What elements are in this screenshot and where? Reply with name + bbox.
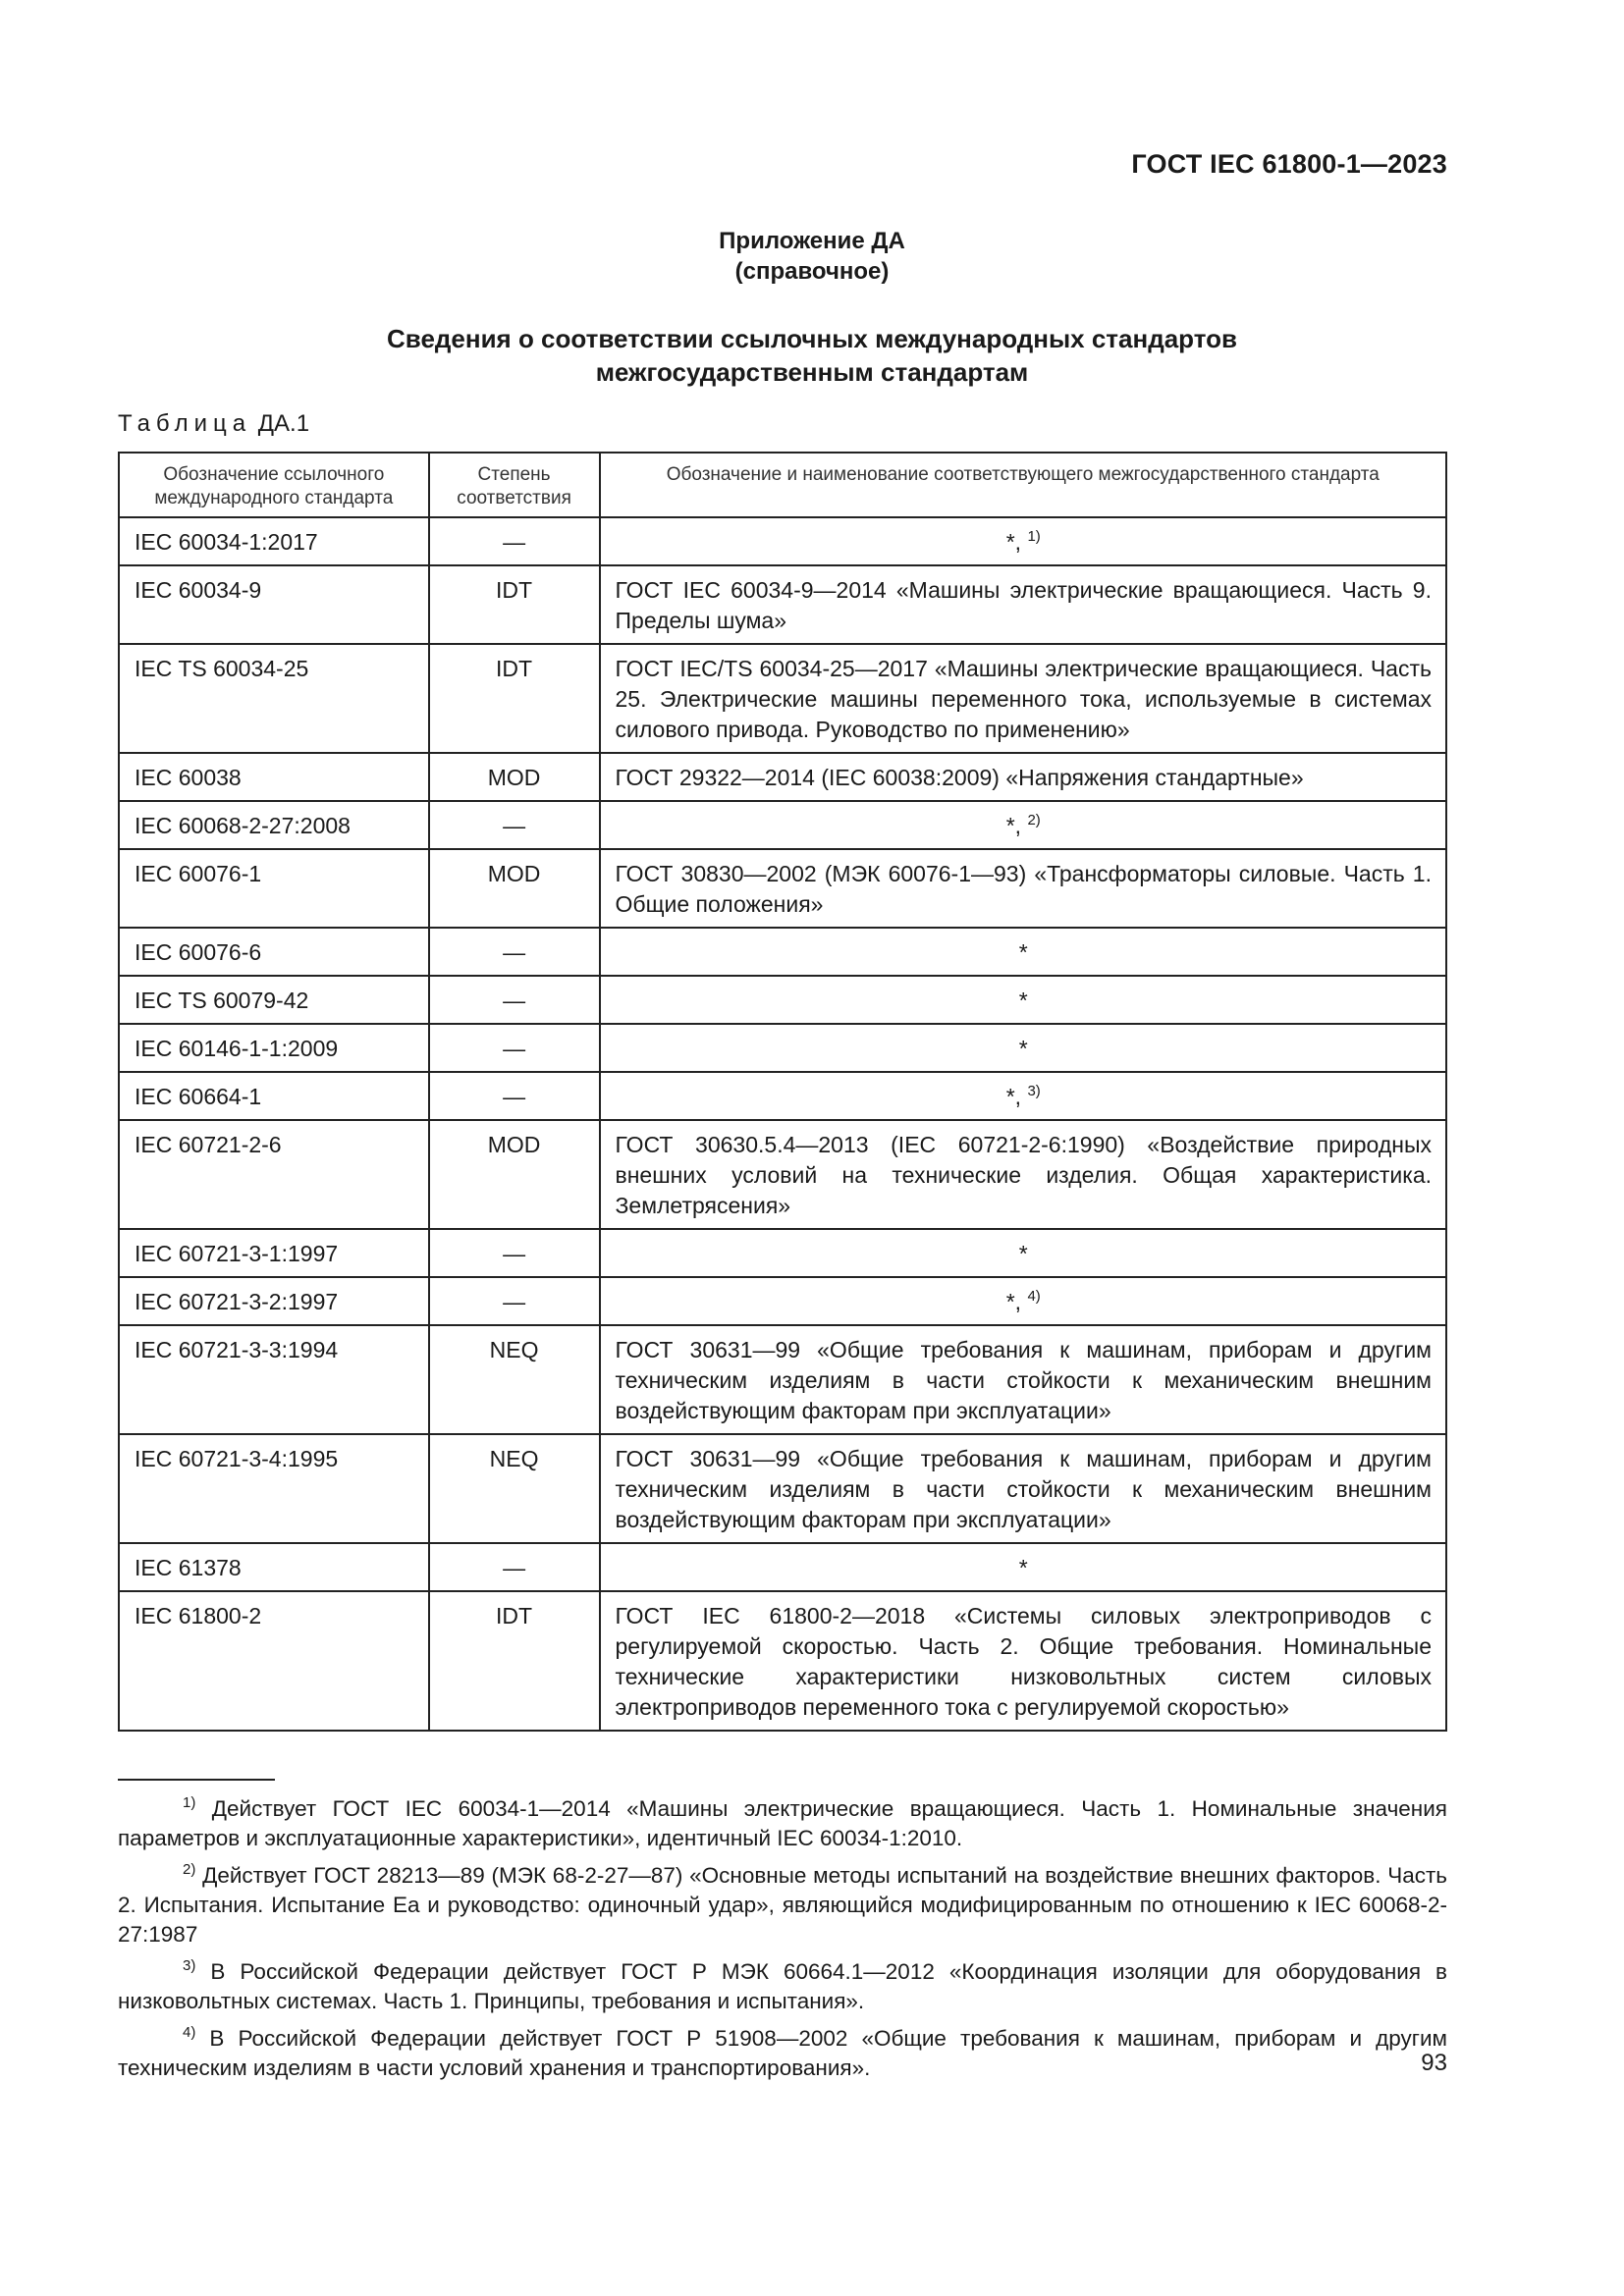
footnote-text: Действует ГОСТ 28213—89 (МЭК 68-2-27—87) «Основные методы испытаний на воздействие внешних факторов. Часть 2. Испытания. Испытание Еа и руководство: одиночный удар», являющийся модифицированным по отношению к IEC 60068-2-27:1987 [118, 1863, 1447, 1947]
interstate-standard-text: ГОСТ 30630.5.4—2013 (IEC 60721-2-6:1990) «Воздействие природных внешних условий на технические изделия. Общая характеристика. Землетрясения» [615, 1132, 1432, 1218]
interstate-standard-cell [600, 1591, 1446, 1731]
interstate-standard-cell [600, 801, 1446, 849]
degree-cell: — [429, 976, 600, 1024]
table-row [119, 928, 1446, 976]
reference-standard-cell: IEC 60721-3-2:1997 [119, 1277, 429, 1325]
degree-cell: NEQ [429, 1325, 600, 1434]
interstate-standard-text: ГОСТ 30830—2002 (МЭК 60076-1—93) «Трансформаторы силовые. Часть 1. Общие положения» [615, 861, 1432, 917]
annex-title: Приложение ДА [719, 228, 905, 254]
degree-cell: IDT [429, 644, 600, 753]
interstate-standard-text: * [1018, 1555, 1028, 1580]
reference-standard-cell: IEC 60146-1-1:2009 [119, 1024, 429, 1072]
degree-cell: — [429, 928, 600, 976]
degree-cell: IDT [429, 565, 600, 644]
interstate-standard-cell [600, 1277, 1446, 1325]
footnote-text: Действует ГОСТ IEC 60034-1—2014 «Машины электрические вращающиеся. Часть 1. Номинальные значения параметров и эксплуатационные характеристики», идентичный IEC 60034-1:2010. [118, 1796, 1447, 1850]
footnote [118, 1861, 1447, 1949]
footnote-mark: 4) [183, 2024, 196, 2041]
table-row [119, 1072, 1446, 1120]
footnotes [118, 1794, 1447, 2091]
footnote [118, 1794, 1447, 1853]
reference-standard-cell: IEC 60038 [119, 753, 429, 801]
interstate-standard-text: *, [1005, 813, 1022, 838]
reference-standard-cell: IEC 60076-6 [119, 928, 429, 976]
table-row [119, 644, 1446, 753]
table-row [119, 849, 1446, 928]
table-row [119, 565, 1446, 644]
interstate-standard-cell [600, 1024, 1446, 1072]
interstate-standard-text: ГОСТ 29322—2014 (IEC 60038:2009) «Напряжения стандартные» [615, 765, 1304, 790]
degree-cell: MOD [429, 849, 600, 928]
footnote-separator [118, 1779, 275, 1781]
footnote-text: В Российской Федерации действует ГОСТ Р МЭК 60664.1—2012 «Координация изоляции для оборудования в низковольтных системах. Часть 1. Принципы, требования и испытания». [118, 1959, 1447, 2013]
reference-standard-cell: IEC 60034-9 [119, 565, 429, 644]
table-caption [118, 410, 309, 438]
table-row [119, 1277, 1446, 1325]
annex-status: (справочное) [734, 258, 890, 285]
reference-standard-cell: IEC 60664-1 [119, 1072, 429, 1120]
reference-standards-table [118, 452, 1447, 1732]
interstate-standard-cell [600, 928, 1446, 976]
interstate-standard-text: * [1018, 939, 1028, 965]
reference-standard-cell: IEC 60068-2-27:2008 [119, 801, 429, 849]
interstate-standard-text: ГОСТ IEC 60034-9—2014 «Машины электрические вращающиеся. Часть 9. Пределы шума» [615, 577, 1432, 633]
degree-cell: MOD [429, 753, 600, 801]
interstate-standard-text: * [1018, 1241, 1028, 1266]
column-header-reference-standard: Обозначение ссылочного международного стандарта [119, 453, 429, 517]
footnote-text: В Российской Федерации действует ГОСТ Р 51908—2002 «Общие требования к машинам, приборам и другим техническим изделиям в части условий хранения и транспортирования». [118, 2026, 1447, 2080]
interstate-standard-text: ГОСТ IEC 61800-2—2018 «Системы силовых электроприводов с регулируемой скоростью. Часть 2. Общие требования. Номинальные технические характеристики низковольтных систем силовых электроприводов переменного тока с регулируемой скоростью» [615, 1603, 1432, 1720]
degree-cell: NEQ [429, 1434, 600, 1543]
interstate-standard-text: * [1018, 1036, 1028, 1061]
reference-standard-cell: IEC 61800-2 [119, 1591, 429, 1731]
table-row [119, 801, 1446, 849]
section-title-line-1: Сведения о соответствии ссылочных международных стандартов [387, 324, 1237, 353]
table-header-row [119, 453, 1446, 517]
reference-standard-cell: IEC 60721-3-3:1994 [119, 1325, 429, 1434]
footnote-mark: 3) [183, 1957, 196, 1974]
footnote-reference: 4) [1027, 1288, 1041, 1305]
reference-standard-cell: IEC 61378 [119, 1543, 429, 1591]
column-header-interstate-standard: Обозначение и наименование соответствующего межгосударственного стандарта [600, 453, 1446, 517]
footnote-reference: 2) [1027, 812, 1041, 828]
interstate-standard-cell [600, 753, 1446, 801]
annex-heading [0, 226, 1624, 287]
section-title [0, 322, 1624, 389]
interstate-standard-text: ГОСТ IEC/TS 60034-25—2017 «Машины электрические вращающиеся. Часть 25. Электрические машины переменного тока, используемые в системах силового привода. Руководство по применению» [615, 656, 1432, 742]
table-row [119, 753, 1446, 801]
table-row [119, 1024, 1446, 1072]
table-caption-id: ДА.1 [257, 410, 310, 437]
footnote-mark: 1) [183, 1794, 196, 1811]
interstate-standard-text: *, [1005, 1289, 1022, 1314]
interstate-standard-text: * [1018, 988, 1028, 1013]
reference-standard-cell: IEC 60721-3-1:1997 [119, 1229, 429, 1277]
section-title-line-2: межгосударственным стандартам [595, 357, 1029, 387]
degree-cell: — [429, 1543, 600, 1591]
table-row [119, 1434, 1446, 1543]
degree-cell: — [429, 1229, 600, 1277]
interstate-standard-cell [600, 517, 1446, 565]
degree-cell: MOD [429, 1120, 600, 1229]
interstate-standard-cell [600, 849, 1446, 928]
interstate-standard-cell [600, 565, 1446, 644]
table-row [119, 517, 1446, 565]
table-row [119, 1120, 1446, 1229]
document-code: ГОСТ IEC 61800-1—2023 [1131, 149, 1447, 179]
degree-cell: — [429, 1024, 600, 1072]
degree-cell: — [429, 801, 600, 849]
interstate-standard-text: ГОСТ 30631—99 «Общие требования к машинам, приборам и другим техническим изделиям в части стойкости к механическим внешним воздействующим факторам при эксплуатации» [615, 1446, 1432, 1532]
footnote-reference: 1) [1027, 528, 1041, 545]
interstate-standard-cell [600, 644, 1446, 753]
interstate-standard-text: ГОСТ 30631—99 «Общие требования к машинам, приборам и другим техническим изделиям в части стойкости к механическим внешним воздействующим факторам при эксплуатации» [615, 1337, 1432, 1423]
interstate-standard-cell [600, 976, 1446, 1024]
reference-standard-cell: IEC 60721-3-4:1995 [119, 1434, 429, 1543]
footnote [118, 1957, 1447, 2016]
page-number: 93 [1421, 2050, 1447, 2076]
interstate-standard-cell [600, 1072, 1446, 1120]
reference-standard-cell: IEC TS 60034-25 [119, 644, 429, 753]
interstate-standard-cell [600, 1229, 1446, 1277]
degree-cell: — [429, 1072, 600, 1120]
table-row [119, 1543, 1446, 1591]
reference-standard-cell: IEC TS 60079-42 [119, 976, 429, 1024]
interstate-standard-cell [600, 1325, 1446, 1434]
degree-cell: — [429, 517, 600, 565]
table-row [119, 1325, 1446, 1434]
interstate-standard-cell [600, 1434, 1446, 1543]
interstate-standard-cell [600, 1543, 1446, 1591]
column-header-degree: Степень соответствия [429, 453, 600, 517]
interstate-standard-text: *, [1005, 1084, 1022, 1109]
interstate-standard-text: *, [1005, 529, 1022, 555]
footnote [118, 2024, 1447, 2083]
table-body [119, 517, 1446, 1731]
footnote-mark: 2) [183, 1861, 196, 1878]
reference-standard-cell: IEC 60076-1 [119, 849, 429, 928]
table-row [119, 1229, 1446, 1277]
table-row [119, 1591, 1446, 1731]
degree-cell: IDT [429, 1591, 600, 1731]
reference-standard-cell: IEC 60034-1:2017 [119, 517, 429, 565]
interstate-standard-cell [600, 1120, 1446, 1229]
footnote-reference: 3) [1027, 1083, 1041, 1099]
degree-cell: — [429, 1277, 600, 1325]
reference-standard-cell: IEC 60721-2-6 [119, 1120, 429, 1229]
table-caption-word: Таблица [118, 410, 252, 437]
table-row [119, 976, 1446, 1024]
